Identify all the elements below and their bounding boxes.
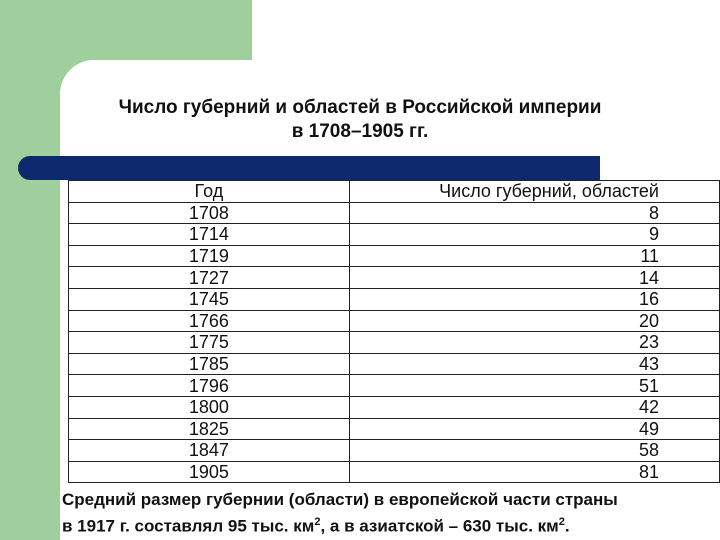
cell-year: 1825 [69, 418, 350, 440]
table-row [69, 375, 720, 397]
table-row [69, 288, 720, 310]
footnote-sup-2: 2 [558, 516, 565, 528]
cell-count: 42 [349, 396, 719, 418]
header-year: Год [69, 181, 350, 203]
cell-year: 1766 [69, 310, 350, 332]
decorative-green-strip [0, 60, 60, 540]
table-header-row [69, 181, 720, 203]
cell-count: 14 [349, 267, 719, 289]
cell-count: 81 [349, 461, 719, 483]
cell-year: 1785 [69, 353, 350, 375]
cell-count: 8 [349, 202, 719, 224]
table-body [69, 202, 720, 483]
footnote-text-a: в 1917 г. составлял 95 тыс. км [62, 516, 315, 536]
footnote [62, 489, 712, 538]
table-row [69, 418, 720, 440]
table-row [69, 224, 720, 246]
footnote-text-b: , а в азиатской – 630 тыс. км [320, 516, 559, 536]
cell-year: 1714 [69, 224, 350, 246]
slide-title [60, 96, 660, 144]
table-row [69, 396, 720, 418]
cell-year: 1800 [69, 396, 350, 418]
cell-count: 9 [349, 224, 719, 246]
table-row [69, 461, 720, 483]
footnote-line-1: Средний размер губернии (области) в европейской части страны [62, 490, 618, 509]
footnote-text-c: . [564, 516, 570, 536]
table-row [69, 202, 720, 224]
cell-count: 51 [349, 375, 719, 397]
title-line-2: в 1708–1905 гг. [291, 121, 429, 142]
table-row [69, 310, 720, 332]
decorative-navy-bar [18, 156, 600, 180]
table-row [69, 353, 720, 375]
cell-year: 1775 [69, 332, 350, 354]
cell-year: 1905 [69, 461, 350, 483]
table-row [69, 332, 720, 354]
header-count: Число губерний, областей [349, 181, 719, 203]
cell-year: 1708 [69, 202, 350, 224]
cell-year: 1796 [69, 375, 350, 397]
cell-count: 43 [349, 353, 719, 375]
table-row [69, 267, 720, 289]
footnote-sup-1: 2 [314, 516, 321, 528]
cell-year: 1745 [69, 288, 350, 310]
cell-count: 11 [349, 245, 719, 267]
cell-count: 49 [349, 418, 719, 440]
cell-year: 1719 [69, 245, 350, 267]
cell-count: 20 [349, 310, 719, 332]
footnote-line-2 [62, 511, 712, 538]
title-line-1: Число губерний и областей в Российской империи [118, 97, 602, 118]
cell-count: 58 [349, 440, 719, 462]
table-row [69, 245, 720, 267]
cell-count: 16 [349, 288, 719, 310]
cell-year: 1727 [69, 267, 350, 289]
table-row [69, 440, 720, 462]
provinces-table [68, 180, 720, 483]
cell-count: 23 [349, 332, 719, 354]
cell-year: 1847 [69, 440, 350, 462]
